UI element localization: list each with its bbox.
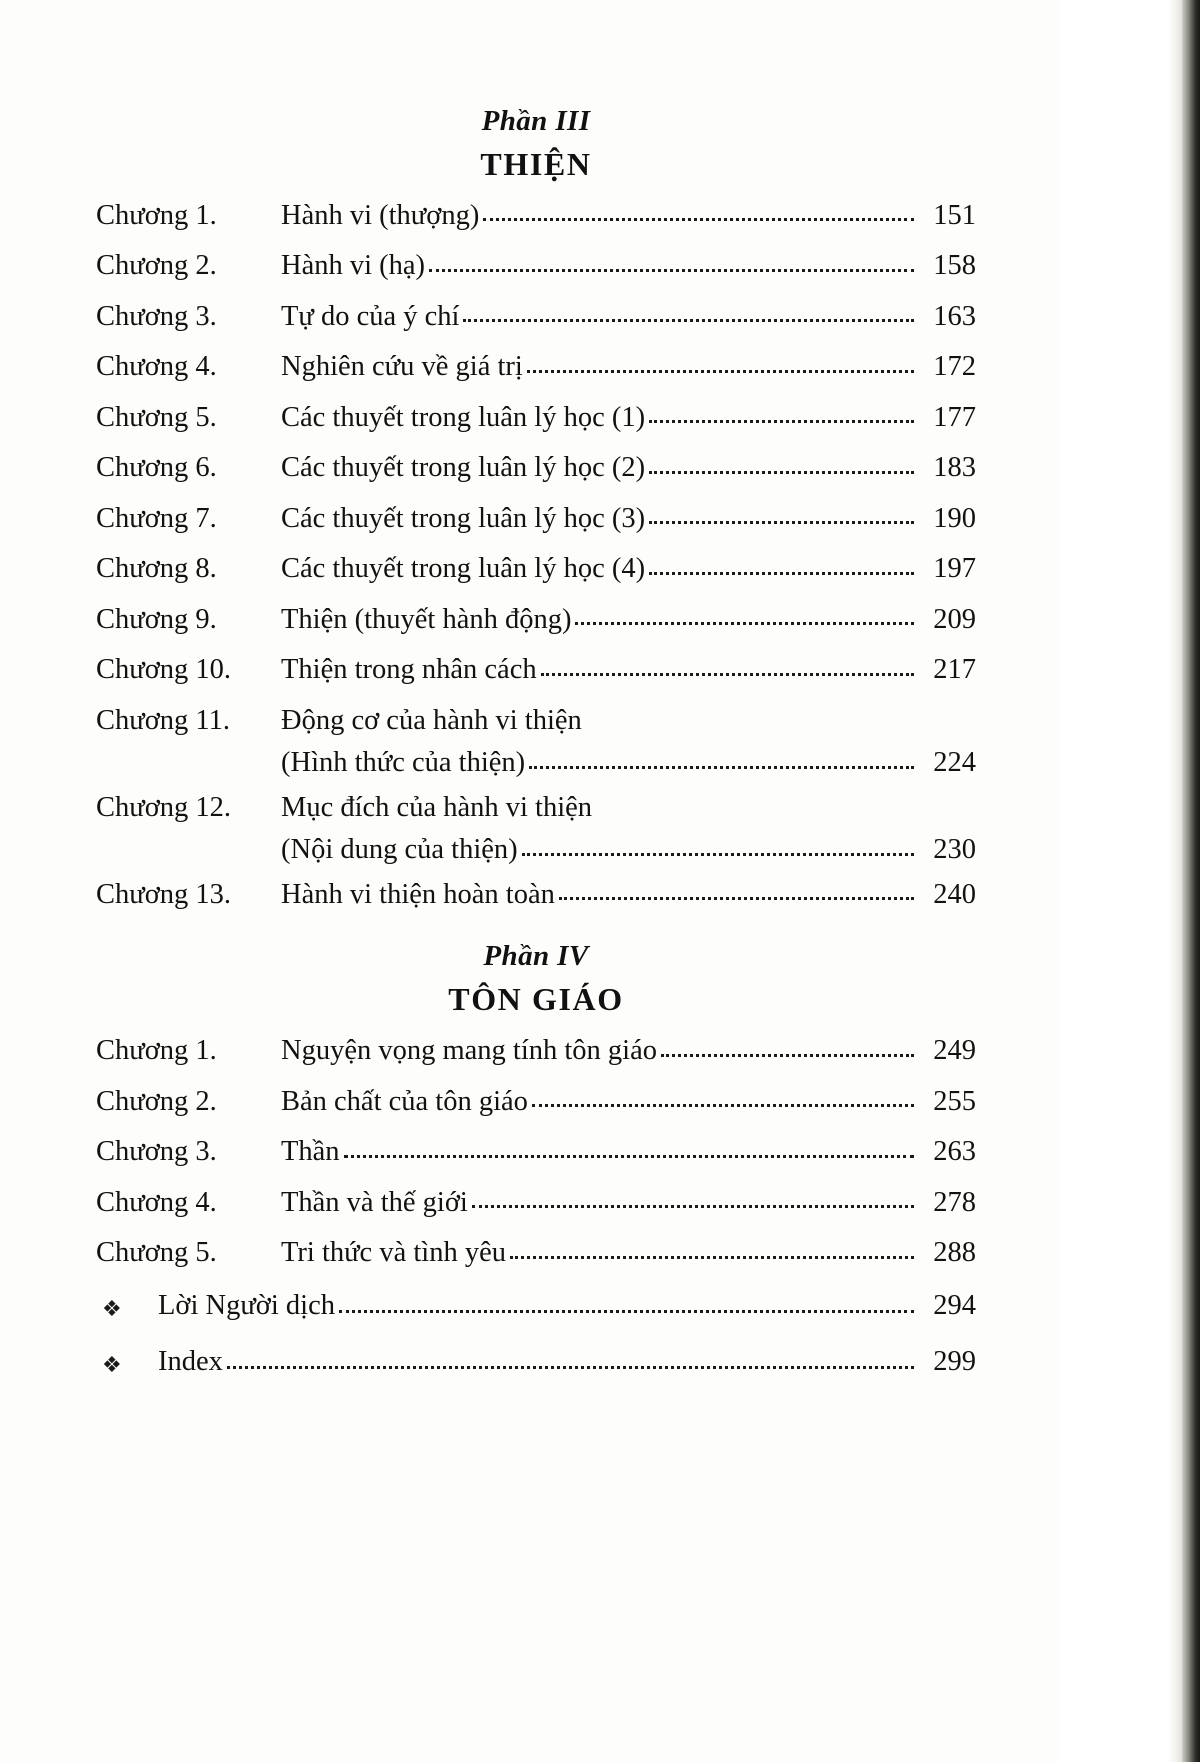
page-number: 151: [933, 199, 976, 231]
entry-title: Các thuyết trong luân lý học (1): [281, 401, 646, 433]
page-number: 288: [933, 1237, 976, 1269]
entry-title: Tri thức và tình yêu: [281, 1237, 506, 1269]
chapter-label: Chương 6.: [96, 452, 217, 484]
page-number: 177: [933, 401, 976, 433]
chapter-label: Chương 1.: [96, 199, 217, 231]
entry-title-wrap: [281, 252, 918, 281]
entry-title: Thiện (thuyết hành động): [281, 603, 572, 635]
chapter-label: Chương 9.: [96, 603, 217, 635]
entry-title-wrap: [281, 300, 918, 332]
page-number: 183: [933, 452, 976, 484]
toc-row[interactable]: [96, 1037, 976, 1066]
chapter-label: Chương 10.: [96, 654, 232, 686]
page-number: 163: [933, 300, 976, 332]
entry-title: Tự do của ý chí: [281, 300, 460, 332]
table-of-contents: [96, 104, 976, 1402]
leader-dots: [529, 766, 914, 769]
leader-dots: [527, 370, 914, 373]
toc-row[interactable]: [96, 1186, 976, 1218]
toc-row-line-2: [96, 836, 976, 865]
toc-row[interactable]: [96, 502, 976, 534]
entry-title: Nghiên cứu về giá trị: [281, 351, 523, 383]
part-label: Phần IV: [483, 940, 589, 973]
entry-title-wrap: [281, 1186, 918, 1218]
entry-title-wrap: [281, 704, 976, 736]
entry-title: Nguyện vọng mang tính tôn giáo: [281, 1035, 657, 1067]
entry-title-wrap: [281, 454, 918, 483]
entry-title-wrap: [281, 878, 918, 910]
entry-title-wrap: [281, 502, 918, 534]
leader-dots: [339, 1310, 914, 1313]
leader-dots: [522, 853, 914, 856]
diamond-bullet-icon: ❖: [102, 1351, 122, 1377]
chapter-label: Chương 12.: [96, 791, 232, 823]
page-number: 299: [933, 1345, 976, 1377]
leader-dots: [463, 319, 914, 322]
toc-list-part-3: [96, 199, 976, 910]
page-edge-gradient: [1168, 0, 1182, 1762]
page-number: 190: [933, 502, 976, 534]
page-number: 240: [933, 878, 976, 910]
entry-title: Hành vi (hạ): [281, 250, 426, 282]
entry-title-wrap: [158, 1290, 918, 1322]
toc-row[interactable]: [96, 353, 976, 382]
chapter-label: Chương 13.: [96, 878, 232, 910]
chapter-label: Chương 3.: [96, 1136, 217, 1168]
leader-dots: [649, 420, 914, 423]
entry-title-wrap: [281, 791, 976, 823]
entry-title: Các thuyết trong luân lý học (4): [281, 553, 646, 585]
entry-title-continued: (Hình thức của thiện): [281, 747, 526, 779]
toc-row-line-1: [96, 791, 976, 823]
entry-title: Động cơ của hành vi thiện: [281, 704, 582, 736]
toc-row-line-1: [96, 704, 976, 736]
page-number: 230: [933, 834, 976, 866]
entry-title-continued: (Nội dung của thiện): [281, 834, 518, 866]
chapter-label: Chương 3.: [96, 300, 217, 332]
part-heading-4: [96, 939, 976, 1021]
page-number: 217: [933, 654, 976, 686]
page-number: 263: [933, 1136, 976, 1168]
entry-title-wrap: [281, 1138, 918, 1167]
entry-title: Index: [158, 1345, 223, 1377]
toc-list-part-4: [96, 1037, 976, 1378]
entry-title: Mục đích của hành vi thiện: [281, 791, 593, 823]
entry-title-wrap: [281, 1085, 918, 1117]
leader-dots: [575, 622, 914, 625]
toc-row[interactable]: [96, 401, 976, 433]
toc-row[interactable]: [96, 603, 976, 635]
leader-dots: [661, 1054, 914, 1057]
page-edge-dark: [1182, 0, 1200, 1762]
leader-dots: [510, 1256, 914, 1259]
toc-row[interactable]: [96, 656, 976, 685]
part-label: Phần III: [481, 105, 591, 137]
page-number: 172: [933, 351, 976, 383]
page-number: 249: [933, 1035, 976, 1067]
page-number: 224: [933, 747, 976, 779]
entry-subtitle-wrap: [281, 749, 918, 778]
leader-dots: [472, 1205, 914, 1208]
chapter-label: Chương 4.: [96, 1186, 217, 1218]
toc-row[interactable]: [96, 791, 976, 866]
entry-title: Bản chất của tôn giáo: [281, 1085, 528, 1117]
entry-title-wrap: [281, 1037, 918, 1066]
toc-row-line-2: [96, 749, 976, 778]
entry-title-wrap: [158, 1346, 918, 1378]
entry-title-wrap: [281, 199, 918, 231]
entry-title-wrap: [281, 401, 918, 433]
entry-title: Thần và thế giới: [281, 1186, 468, 1218]
leader-dots: [532, 1104, 914, 1107]
part-heading-3: [96, 104, 976, 186]
page-number: 294: [933, 1289, 976, 1321]
chapter-label: Chương 4.: [96, 351, 217, 383]
toc-row[interactable]: [96, 252, 976, 281]
leader-dots: [649, 572, 914, 575]
toc-row[interactable]: [96, 1138, 976, 1167]
entry-title-wrap: [281, 656, 918, 685]
entry-title: Các thuyết trong luân lý học (2): [281, 452, 646, 484]
toc-row[interactable]: [96, 199, 976, 231]
entry-title: Lời Người dịch: [158, 1289, 335, 1321]
chapter-label: Chương 1.: [96, 1035, 217, 1067]
toc-row-extra[interactable]: [96, 1290, 976, 1322]
entry-title-wrap: [281, 603, 918, 635]
chapter-label: Chương 8.: [96, 553, 217, 585]
toc-row[interactable]: [96, 878, 976, 910]
leader-dots: [344, 1155, 914, 1158]
entry-title-wrap: [281, 555, 918, 584]
leader-dots: [559, 897, 914, 900]
entry-title-wrap: [281, 1239, 918, 1268]
part-title: TÔN GIÁO: [448, 981, 624, 1018]
entry-subtitle-wrap: [281, 836, 918, 865]
entry-title-wrap: [281, 353, 918, 382]
page-number: 278: [933, 1186, 976, 1218]
toc-row[interactable]: [96, 1085, 976, 1117]
toc-row[interactable]: [96, 555, 976, 584]
page-number: 209: [933, 603, 976, 635]
entry-title: Hành vi (thượng): [281, 199, 480, 231]
entry-title: Thiện trong nhân cách: [281, 654, 537, 686]
toc-row[interactable]: [96, 1239, 976, 1268]
toc-row[interactable]: [96, 300, 976, 332]
entry-title: Thần: [281, 1136, 340, 1168]
chapter-label: Chương 2.: [96, 1085, 217, 1117]
chapter-label: Chương 2.: [96, 250, 217, 282]
toc-row[interactable]: [96, 704, 976, 779]
leader-dots: [649, 471, 914, 474]
entry-title: Hành vi thiện hoàn toàn: [281, 878, 555, 910]
entry-title: Các thuyết trong luân lý học (3): [281, 502, 646, 534]
page-number: 197: [933, 553, 976, 585]
toc-row-extra[interactable]: [96, 1346, 976, 1378]
leader-dots: [649, 521, 914, 524]
leader-dots: [483, 218, 914, 221]
chapter-label: Chương 7.: [96, 502, 217, 534]
leader-dots: [429, 269, 914, 272]
chapter-label: Chương 5.: [96, 1237, 217, 1269]
chapter-label: Chương 11.: [96, 704, 230, 736]
leader-dots: [541, 673, 914, 676]
toc-row[interactable]: [96, 454, 976, 483]
page-number: 158: [933, 250, 976, 282]
leader-dots: [227, 1366, 914, 1369]
chapter-label: Chương 5.: [96, 401, 217, 433]
part-title: THIỆN: [480, 145, 592, 182]
diamond-bullet-icon: ❖: [102, 1295, 122, 1321]
page-number: 255: [933, 1085, 976, 1117]
